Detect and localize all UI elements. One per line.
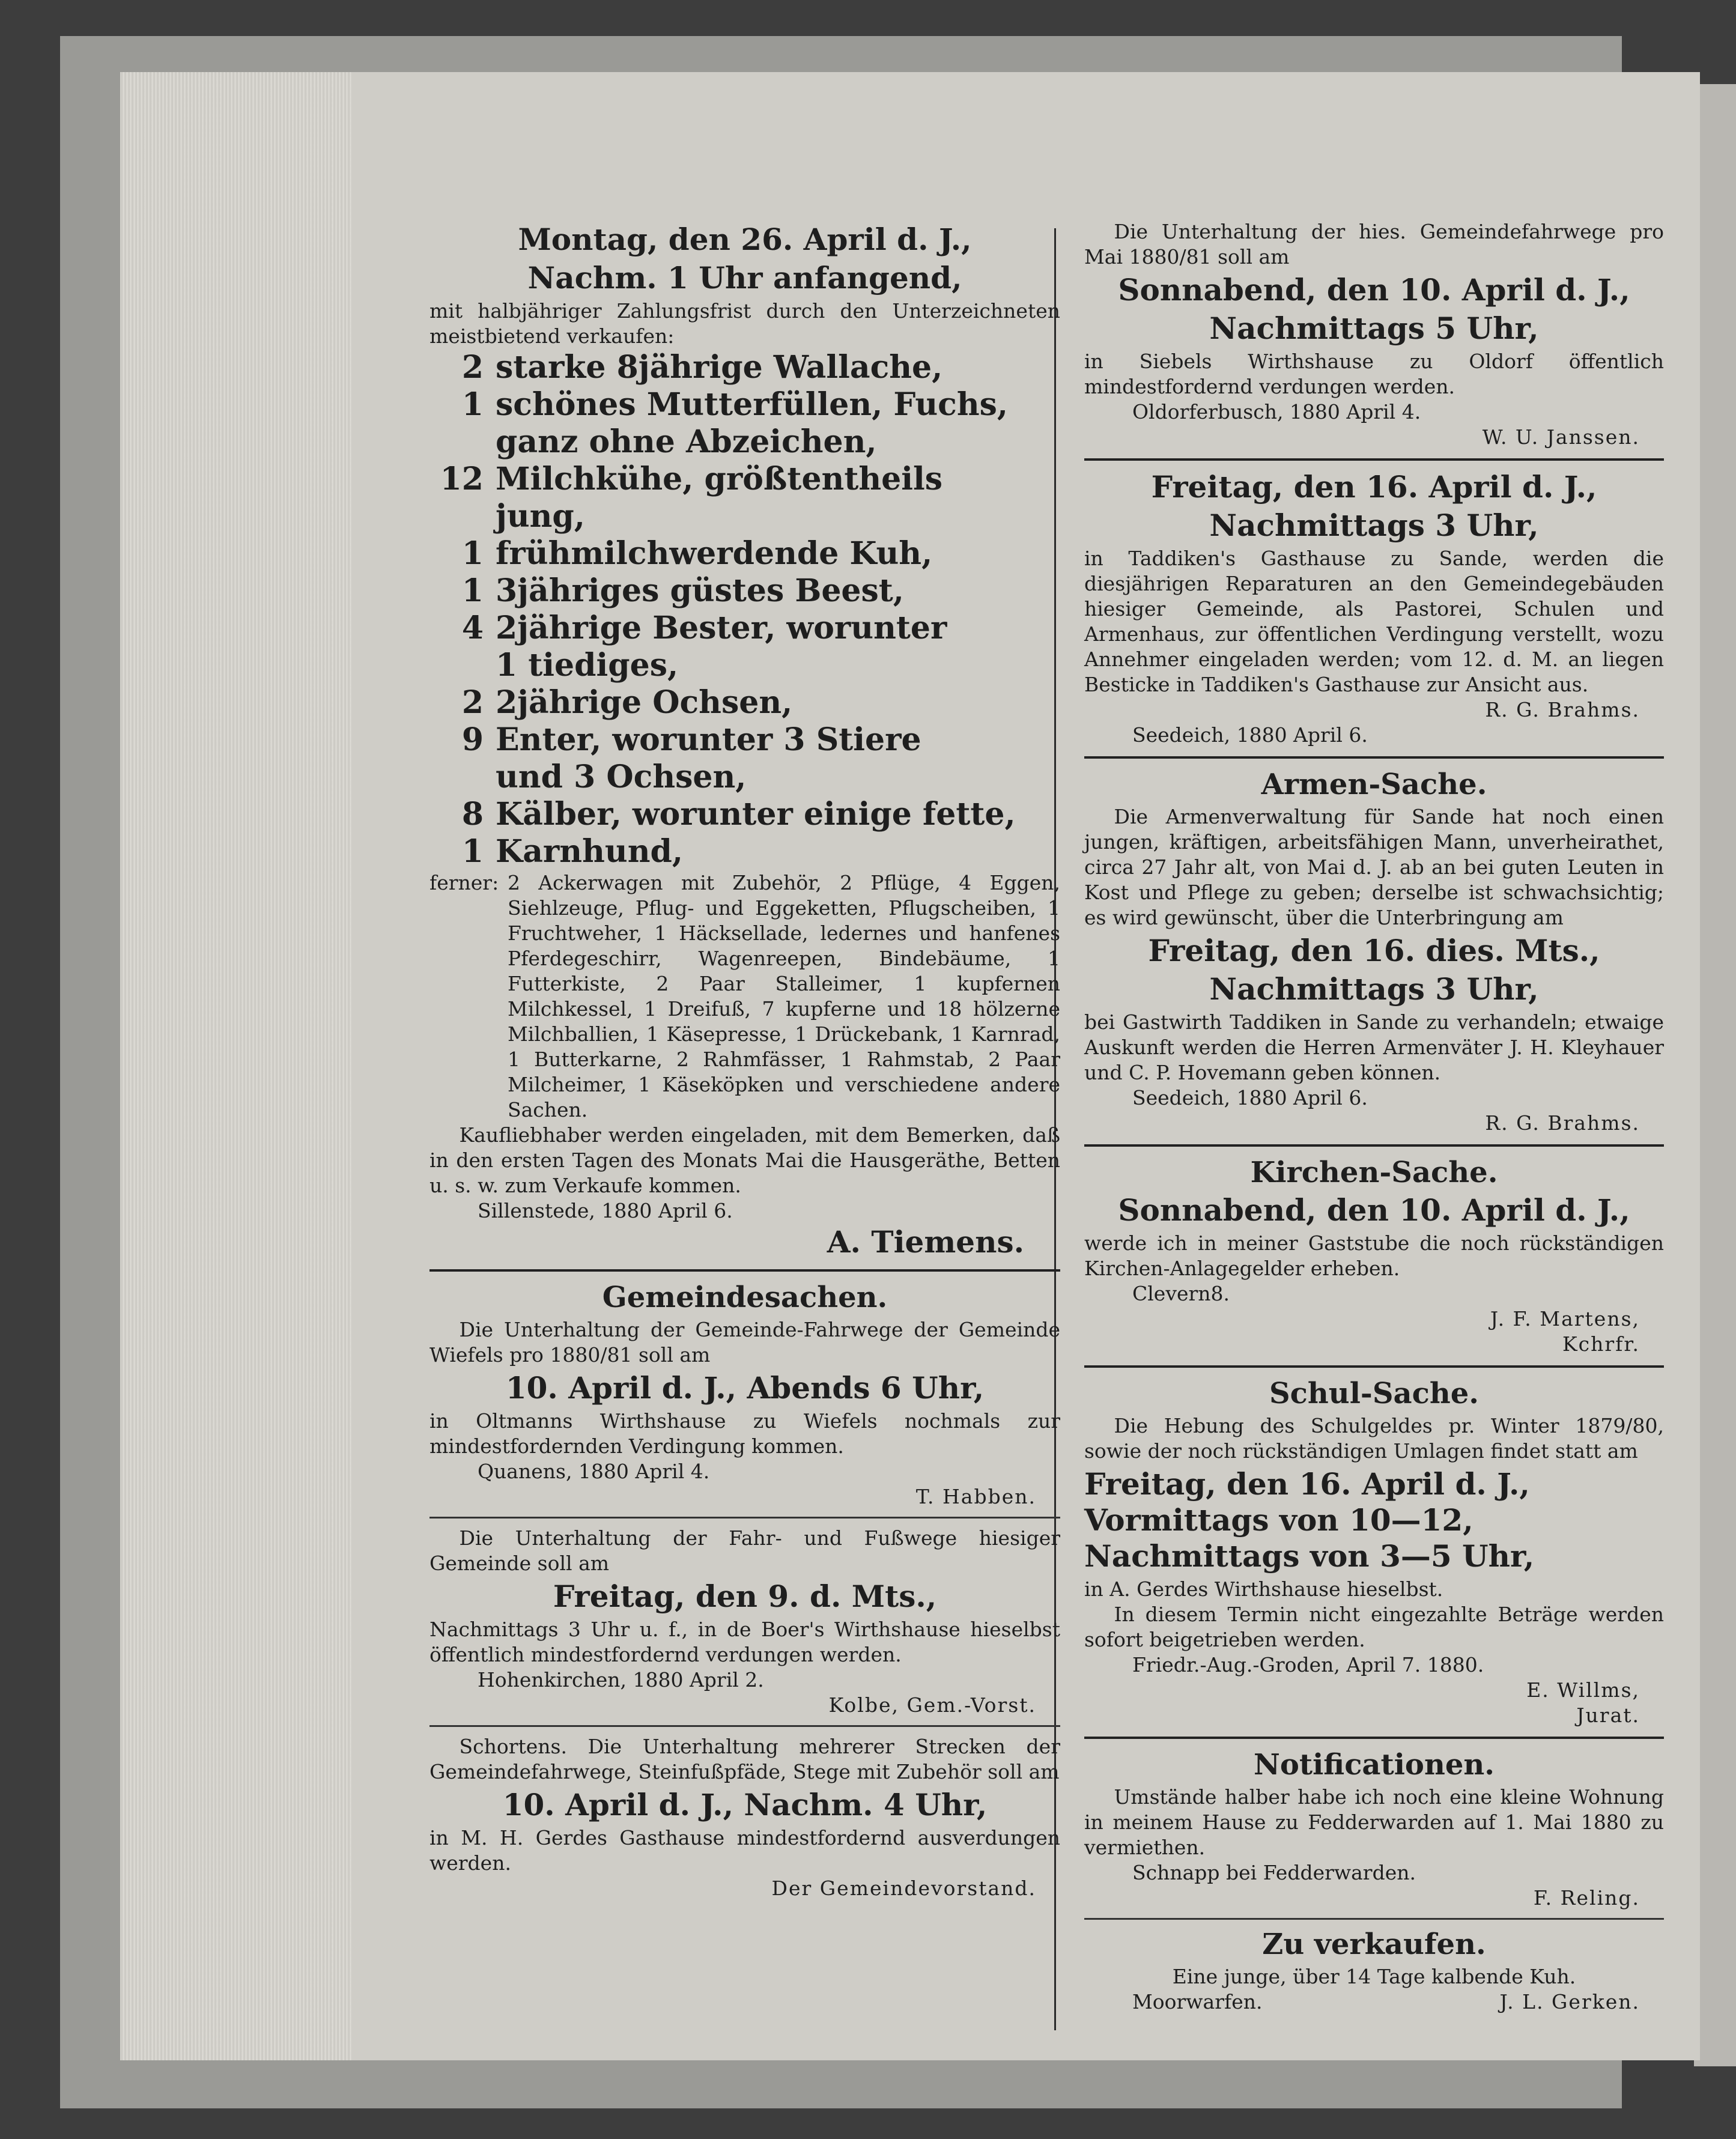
armen-date: Freitag, den 16. dies. Mts., xyxy=(1148,933,1600,968)
schul-text-3: In diesem Termin nicht eingezahlte Beträge werden sofort beigetrieben werden. xyxy=(1084,1603,1664,1651)
verkaufen-heading: Zu verkaufen. xyxy=(1262,1928,1486,1961)
armen-signature: R. G. Brahms. xyxy=(1485,1111,1640,1135)
auction-item: 2 2jährige Ochsen, xyxy=(461,684,793,721)
auction-item-continued: jung, xyxy=(496,498,585,535)
kirchen-title: Kchrfr. xyxy=(1562,1332,1640,1356)
fahrwege-text: Die Unterhaltung der Fahr- und Fußwege hiesiger Gemeinde soll am xyxy=(429,1526,1060,1575)
fahrwege-place: Hohenkirchen, 1880 April 2. xyxy=(478,1668,764,1691)
kirchen-signature: J. F. Martens, xyxy=(1490,1307,1640,1330)
verkaufen-text: Eine junge, über 14 Tage kalbende Kuh. xyxy=(1172,1965,1576,1988)
oldorf-signature: W. U. Janssen. xyxy=(1482,425,1640,449)
oldorf-text-2: in Siebels Wirthshause zu Oldorf öffentlich mindestfordernd verdungen werden. xyxy=(1084,350,1664,398)
notif-text: Umstände halber habe ich noch eine kleine Wohnung in meinem Hause zu Fedderwarden auf 1. Mai 1880 zu vermiethen. xyxy=(1084,1785,1664,1859)
oldorf-place: Oldorferbusch, 1880 April 4. xyxy=(1132,400,1421,423)
auction-item: 1 schönes Mutterfüllen, Fuchs, xyxy=(461,386,1009,423)
sande-time: Nachmittags 3 Uhr, xyxy=(1209,508,1539,543)
armen-heading: Armen-Sache. xyxy=(1261,768,1487,801)
sande-date: Freitag, den 16. April d. J., xyxy=(1151,469,1597,505)
armen-text-2: bei Gastwirth Taddiken in Sande zu verhandeln; etwaige Auskunft werden die Herren Armenväter J. H. Kleyhauer und C. P. Hovemann geben können. xyxy=(1084,1010,1664,1084)
kirchen-text: werde ich in meiner Gaststube die noch rückständigen Kirchen-Anlagegelder erheben. xyxy=(1084,1231,1664,1280)
auction-item-continued: 1 tiediges, xyxy=(496,647,679,684)
notif-place: Schnapp bei Fedderwarden. xyxy=(1132,1861,1416,1884)
oldorf-text: Die Unterhaltung der hies. Gemeindefahrwege pro Mai 1880/81 soll am xyxy=(1084,220,1664,269)
facing-page-edge xyxy=(1694,84,1736,2066)
auction-item: 8 Kälber, worunter einige fette, xyxy=(461,796,1016,833)
auction-place: Sillenstede, 1880 April 6. xyxy=(478,1199,733,1222)
gemeinde-text: Die Unterhaltung der Gemeinde-Fahrwege der Gemeinde Wiefels pro 1880/81 soll am xyxy=(429,1318,1060,1367)
auction-item: 1 frühmilchwerdende Kuh, xyxy=(461,535,933,572)
schortens-text: Schortens. Die Unterhaltung mehrerer Strecken der Gemeindefahrwege, Steinfußpfäde, Stege mit Zubehör soll am xyxy=(429,1735,1060,1783)
armen-place: Seedeich, 1880 April 6. xyxy=(1132,1086,1368,1109)
auction-item: 4 2jährige Bester, worunter xyxy=(461,610,947,646)
schul-date: Freitag, den 16. April d. J., Vormittags von 10—12, Nachmittags von 3—5 Uhr, xyxy=(1084,1466,1535,1574)
section-rule xyxy=(429,1725,1060,1727)
section-rule xyxy=(429,1269,1060,1272)
auction-item: 9 Enter, worunter 3 Stiere xyxy=(461,721,921,758)
schul-text-2: in A. Gerdes Wirthshause hieselbst. xyxy=(1084,1577,1443,1601)
gemeinde-date: 10. April d. J., Abends 6 Uhr, xyxy=(505,1370,985,1406)
sande-text: in Taddiken's Gasthause zu Sande, werden die diesjährigen Reparaturen an den Gemeindegebäuden hiesiger Gemeinde, als Pastorei, Schulen und Armenhaus, zur öffentlichen Verdingung verstellt, wozu Annehmer eingeladen werden; vom 12. d. M. an liegen Besticke in Taddiken's Gasthause zur Ansicht aus. xyxy=(1084,547,1664,696)
auction-time: Nachm. 1 Uhr anfangend, xyxy=(527,260,962,296)
armen-time: Nachmittags 3 Uhr, xyxy=(1209,971,1539,1007)
kirchen-date: Sonnabend, den 10. April d. J., xyxy=(1118,1192,1630,1228)
schortens-signature: Der Gemeindevorstand. xyxy=(771,1877,1036,1900)
page-edges xyxy=(120,72,354,2060)
sande-place: Seedeich, 1880 April 6. xyxy=(1132,723,1368,747)
auction-item-continued: ganz ohne Abzeichen, xyxy=(496,423,877,460)
gemeinde-heading: Gemeindesachen. xyxy=(602,1281,888,1314)
schortens-date: 10. April d. J., Nachm. 4 Uhr, xyxy=(502,1787,988,1822)
sande-signature: R. G. Brahms. xyxy=(1485,698,1640,721)
schul-title: Jurat. xyxy=(1576,1704,1640,1727)
gemeinde-signature: T. Habben. xyxy=(915,1485,1036,1508)
section-rule xyxy=(1084,1918,1664,1920)
auction-item-list xyxy=(429,349,1060,870)
section-rule xyxy=(429,1517,1060,1519)
auction-item: 1 Karnhund, xyxy=(461,833,683,870)
section-rule xyxy=(1084,458,1664,461)
fahrwege-signature: Kolbe, Gem.-Vorst. xyxy=(828,1693,1036,1717)
ferner-text: 2 Ackerwagen mit Zubehör, 2 Pflüge, 4 Eggen, Siehlzeuge, Pflug- und Eggeketten, Pflugscheiben, 1 Fruchtweher, 1 Häcksellade, ledernes und hanfenes Pferdegeschirr, Wagenreepen, Bindebäume, 1 Futterkiste, 2 Paar Stalleimer, 1 kupfernen Milchkessel, 1 Dreifuß, 7 kupferne und 18 hölzerne Milchballien, 1 Käsepresse, 1 Drückebank, 1 Karnrad, 1 Butterkarne, 2 Rahmfässer, 1 Rahmstab, 2 Paar Milcheimer, 1 Käseköpken und verschiedene andere Sachen. xyxy=(508,871,1060,1121)
auction-note: Kaufliebhaber werden eingeladen, mit dem Bemerken, daß in den ersten Tagen des Monats Mai die Hausgeräthe, Betten u. s. w. zum Verkaufe kommen. xyxy=(429,1123,1060,1197)
verkaufen-footer xyxy=(1084,1989,1664,2015)
schul-signature: E. Willms, xyxy=(1526,1678,1640,1702)
oldorf-date: Sonnabend, den 10. April d. J., xyxy=(1118,272,1630,308)
auction-intro: mit halbjähriger Zahlungsfrist durch den Unterzeichneten meistbietend verkaufen: xyxy=(429,299,1060,348)
verkaufen-signature: J. L. Gerken. xyxy=(1499,1990,1640,2013)
gemeinde-text-2: in Oltmanns Wirthshause zu Wiefels nochmals zur mindestfordernden Verdingung kommen. xyxy=(429,1409,1060,1458)
armen-text: Die Armenverwaltung für Sande hat noch einen jungen, kräftigen, arbeitsfähigen Mann, unverheirathet, circa 27 Jahr alt, von Mai d. J. ab an bei guten Leuten in Kost und Pflege zu geben; derselbe ist schwachsichtig; es wird gewünscht, über die Unterbringung am xyxy=(1084,805,1664,929)
auction-more-items xyxy=(429,870,1060,1123)
auction-item: 1 3jähriges güstes Beest, xyxy=(461,572,904,609)
right-column xyxy=(1084,219,1664,2015)
ferner-label: ferner: xyxy=(429,871,499,894)
kirchen-place: Clevern8. xyxy=(1132,1282,1230,1305)
schortens-text-2: in M. H. Gerdes Gasthause mindestfordernd ausverdungen werden. xyxy=(429,1826,1060,1875)
notif-signature: F. Reling. xyxy=(1533,1886,1640,1910)
schul-heading: Schul-Sache. xyxy=(1269,1377,1479,1410)
auction-item: 12 Milchkühe, größtentheils xyxy=(440,461,943,497)
auction-item-continued: und 3 Ochsen, xyxy=(496,759,747,795)
verkaufen-place: Moorwarfen. xyxy=(1132,1990,1263,2013)
section-rule xyxy=(1084,1365,1664,1368)
schul-place: Friedr.-Aug.-Groden, April 7. 1880. xyxy=(1132,1653,1484,1676)
section-rule xyxy=(1084,1144,1664,1147)
fahrwege-text-2: Nachmittags 3 Uhr u. f., in de Boer's Wirthshause hieselbst öffentlich mindestfordernd verdungen werden. xyxy=(429,1618,1060,1666)
auction-signature: A. Tiemens. xyxy=(827,1224,1024,1260)
section-rule xyxy=(1084,756,1664,759)
left-column xyxy=(429,219,1060,1901)
auction-item: 2 starke 8jährige Wallache, xyxy=(461,349,943,386)
gemeinde-place: Quanens, 1880 April 4. xyxy=(478,1460,710,1483)
schul-text: Die Hebung des Schulgeldes pr. Winter 1879/80, sowie der noch rückständigen Umlagen findet statt am xyxy=(1084,1414,1664,1463)
fahrwege-date: Freitag, den 9. d. Mts., xyxy=(553,1579,937,1614)
oldorf-time: Nachmittags 5 Uhr, xyxy=(1209,311,1539,346)
section-rule xyxy=(1084,1737,1664,1739)
kirchen-heading: Kirchen-Sache. xyxy=(1250,1156,1498,1189)
newspaper-page xyxy=(351,72,1700,2060)
auction-date: Montag, den 26. April d. J., xyxy=(518,222,972,257)
notif-heading: Notificationen. xyxy=(1254,1748,1495,1782)
